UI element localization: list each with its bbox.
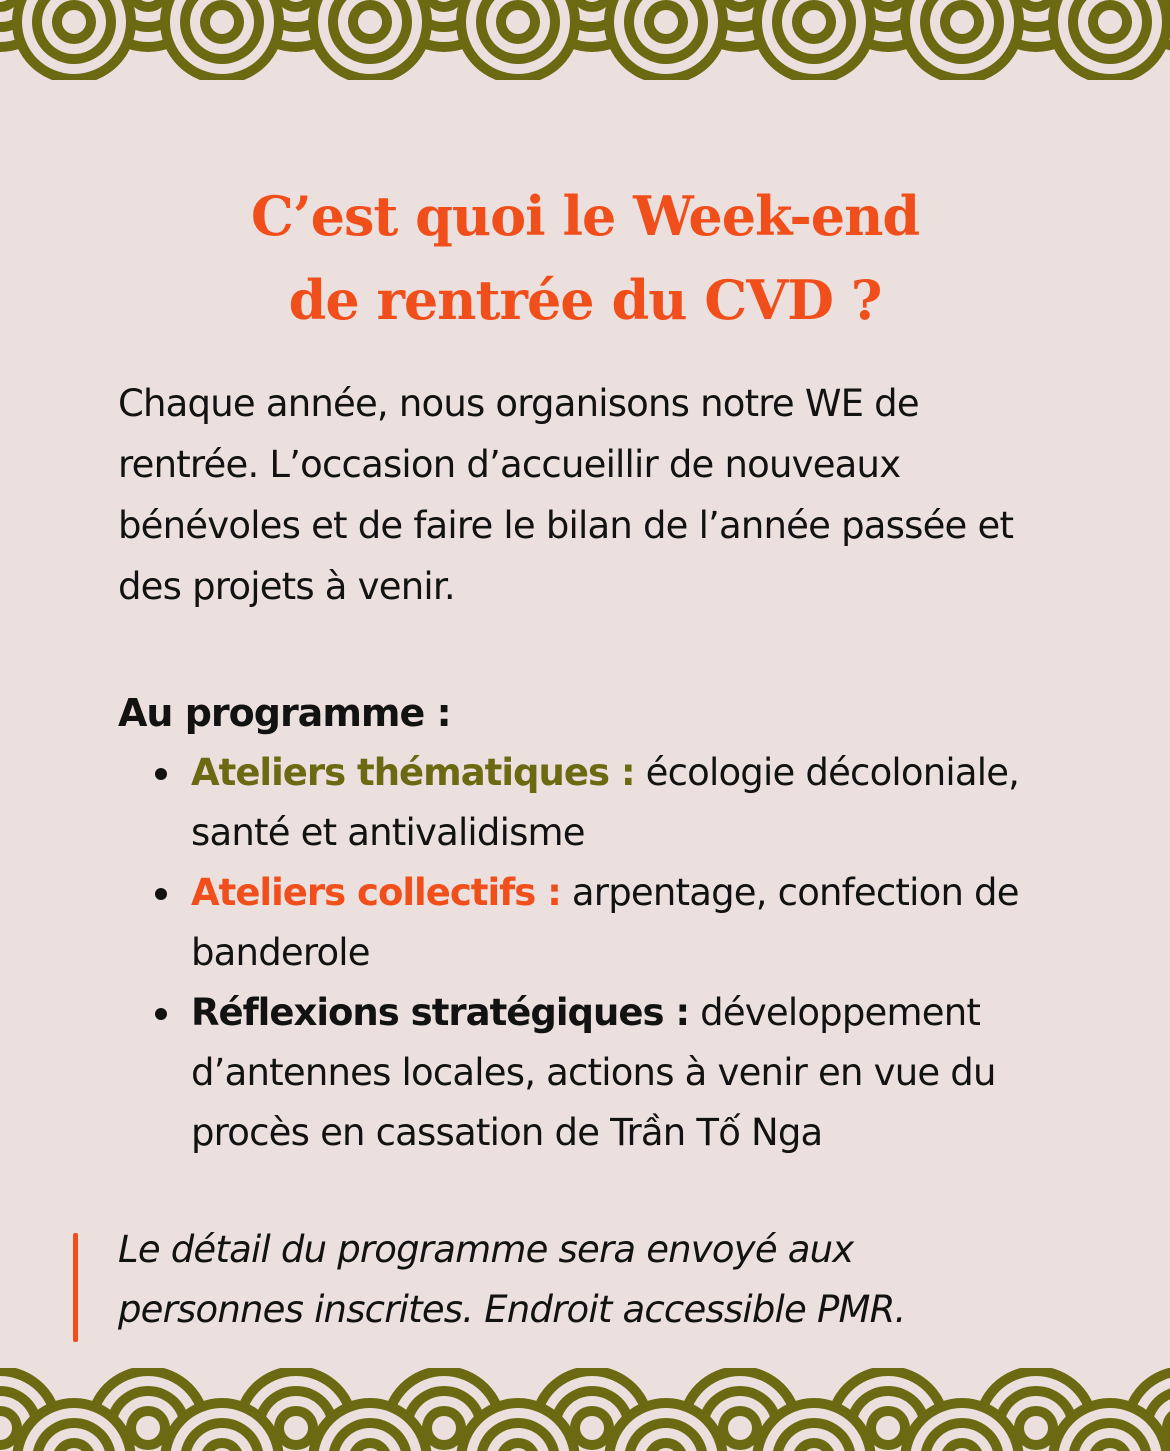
intro-paragraph: Chaque année, nous organisons notre WE de rentrée. L’occasion d’accueillir de nouveaux bénévoles et de faire le bilan de l’année passée et des projets à venir. [118,382,1014,608]
bullet-dot [155,1008,167,1020]
list-item [118,863,1038,983]
program-item-label: Ateliers collectifs : [191,871,561,914]
note-accent-bar [73,1233,78,1342]
wave-pattern-bottom [0,1368,1170,1451]
list-item [118,983,1038,1163]
bottom-pattern-border [0,1368,1170,1451]
title-line-2: de rentrée du CVD ? [288,268,882,333]
wave-pattern-top [0,0,1170,80]
arc-motif [12,0,136,80]
arc-motif [456,0,580,80]
program-item-text: écologie décoloniale, santé et antivalidisme [191,751,1020,854]
bullet-dot [155,768,167,780]
arc-motif [604,0,728,80]
program-list [118,743,1038,1163]
arc-motif [752,0,876,80]
program-heading: Au programme : [118,691,451,735]
list-item [118,743,1038,863]
program-item-text: arpentage, confection de banderole [191,871,1019,974]
arc-motif [1048,0,1170,80]
program-item-label: Ateliers thématiques : [191,751,635,794]
title-line-1: C’est quoi le Week-end [250,184,920,249]
arc-motif [900,0,1024,80]
page-title [0,174,1170,342]
program-item-label: Réflexions stratégiques : [191,991,690,1034]
note-text: Le détail du programme sera envoyé aux personnes inscrites. Endroit accessible PMR. [118,1228,906,1331]
bullet-dot [155,888,167,900]
arc-motif [160,0,284,80]
program-item-text: développement d’antennes locales, actions à venir en vue du procès en cassation de Trần Tố Nga [191,991,996,1154]
arc-motif [308,0,432,80]
top-pattern-border [0,0,1170,80]
